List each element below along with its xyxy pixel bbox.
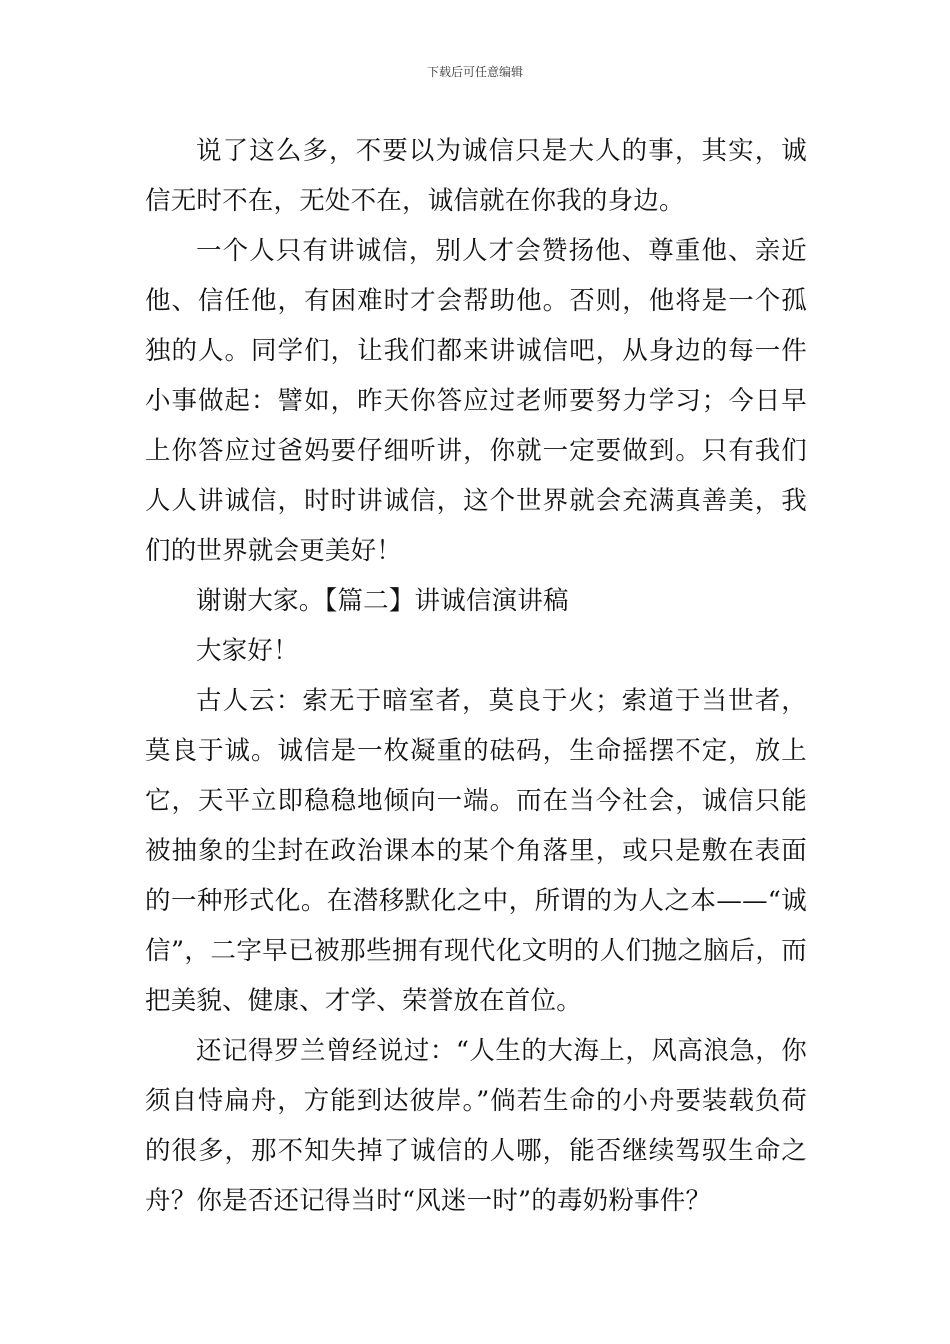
page-header-note: 下载后可任意编辑	[426, 65, 523, 79]
document-body	[145, 126, 807, 1226]
paragraph-5: 古人云：索无于暗室者，莫良于火；索道于当世者，莫良于诚。诚信是一枚凝重的砝码，生命摇摆不定，放上它，天平立即稳稳地倾向一端。而在当今社会，诚信只能被抽象的尘封在政治课本的某个角落里，或只是敷在表面的一种形式化。在潜移默化之中，所谓的为人之本——“诚信”，二字早已被那些拥有现代化文明的人们抛之脑后，而把美貌、健康、才学、荣誉放在首位。	[145, 686, 807, 1016]
paragraph-6: 还记得罗兰曾经说过：“人生的大海上，风高浪急，你须自恃扁舟，方能到达彼岸。”倘若生命的小舟要装载负荷的很多，那不知失掉了诚信的人哪，能否继续驾驭生命之舟？你是否还记得当时“风迷一时”的毒奶粉事件？	[145, 1036, 807, 1216]
paragraph-3: 谢谢大家。【篇二】讲诚信演讲稿	[196, 586, 569, 616]
paragraph-2: 一个人只有讲诚信，别人才会赞扬他、尊重他、亲近他、信任他，有困难时才会帮助他。否则，他将是一个孤独的人。同学们，让我们都来讲诚信吧，从身边的每一件小事做起：譬如，昨天你答应过老师要努力学习；今日早上你答应过爸妈要仔细听讲，你就一定要做到。只有我们人人讲诚信，时时讲诚信，这个世界就会充满真善美，我们的世界就会更美好！	[145, 236, 807, 566]
paragraph-4: 大家好！	[196, 636, 299, 666]
paragraph-1: 说了这么多，不要以为诚信只是大人的事，其实，诚信无时不在，无处不在，诚信就在你我的身边。	[145, 136, 807, 216]
